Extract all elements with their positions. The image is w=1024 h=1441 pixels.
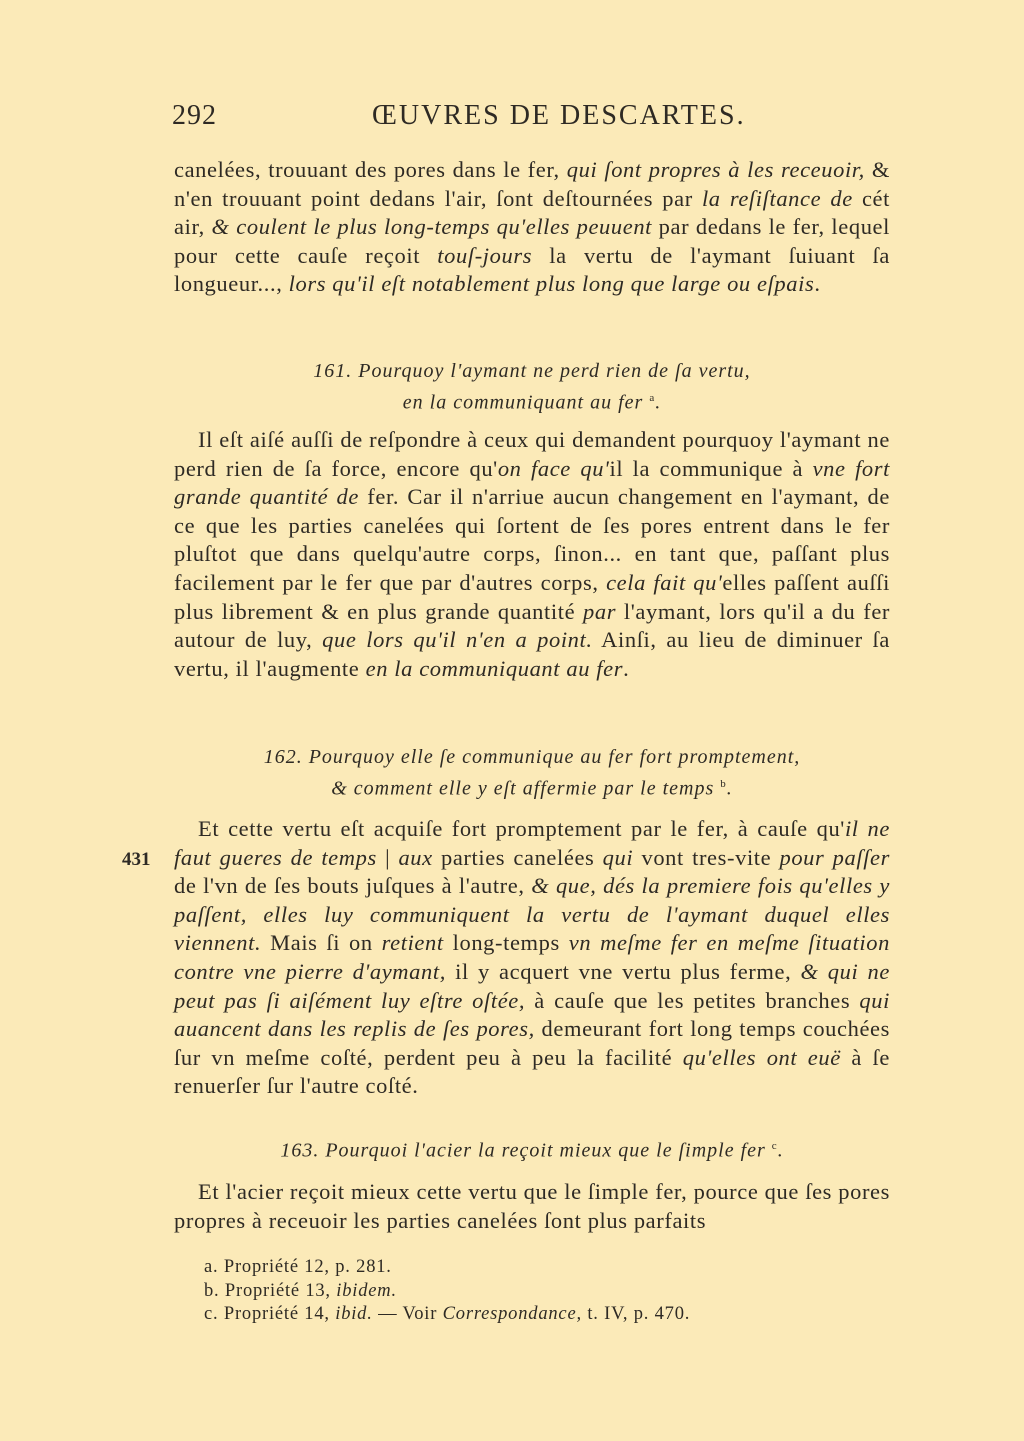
text-run: Ainſi, au lieu de diminuer ſa vertu, il l'augmente <box>174 627 890 681</box>
text-run: Et cette vertu eſt acquiſe fort promptement par le fer, à cauſe qu' <box>198 816 845 841</box>
italic-run: qui ſont propres à les receuoir, <box>566 157 865 182</box>
section-heading-163 <box>174 1133 890 1165</box>
text-run: canelées, trouuant des pores dans le fer, <box>174 157 567 182</box>
text-run: . <box>623 655 630 681</box>
italic-run: pour paſſer <box>779 844 890 870</box>
heading-line: 162. Pourquoy elle ſe communique au fer fort promptement, <box>263 746 801 768</box>
footnotes <box>204 1256 884 1327</box>
text-run: il la communique à <box>609 455 813 481</box>
text-run: il y acquert vne vertu plus ferme, <box>445 958 801 984</box>
text-run: de l'vn de ſes bouts juſques à l'autre, <box>174 873 532 899</box>
text-run: long-temps <box>443 930 569 956</box>
italic-run: que lors qu'il n'en a point. <box>322 627 593 653</box>
heading-text: . <box>777 1139 784 1162</box>
footnote-marker: a <box>649 392 656 404</box>
text-run: Mais ſi on <box>261 930 382 956</box>
paragraph-161 <box>174 426 890 683</box>
heading-text: . <box>726 777 733 800</box>
text-run: Et l'acier reçoit mieux cette vertu que le ſimple fer, pource que ſes pores propres à receuoir les parties canelées ſont plus parfaits <box>174 1179 890 1233</box>
text-run: l'aymant, lors qu'il a du fer autour de luy, <box>174 598 890 653</box>
footnote-text: c. Propriété 14, <box>204 1304 336 1324</box>
footnote-italic: Correspondance, <box>442 1304 582 1324</box>
text-run: Il eſt aiſé auſſi de reſpondre à ceux qui demandent pourquoy l'aymant ne perd rien de ſa force, encore qu' <box>174 427 890 481</box>
heading-line <box>174 385 890 417</box>
italic-run: il ne faut gueres de temps <box>174 816 890 870</box>
heading-text: 163. Pourquoi l'acier la reçoit mieux que le ſimple fer <box>280 1139 766 1162</box>
footnote-marker: c <box>771 1140 778 1152</box>
text-run: demeurant fort long temps couchées ſur vn meſme coſté, perdent peu à peu la facilité <box>174 1016 891 1070</box>
text-run: à ſe renuerſer ſur l'autre coſté. <box>174 1044 890 1099</box>
section-heading-161 <box>174 358 890 417</box>
heading-text: & comment elle y eſt affermie par le temps <box>331 777 715 800</box>
italic-run: vne fort grande quantité de <box>174 455 890 510</box>
paragraph-162 <box>174 815 890 1101</box>
running-header <box>172 100 892 136</box>
paragraph-163 <box>174 1178 890 1235</box>
heading-line <box>174 771 890 803</box>
text-run: elles paſſent auſſi plus librement & en plus grande quantité <box>174 569 890 624</box>
italic-run: vn meſme fer en meſme ſituation contre vne pierre d'aymant, <box>174 930 890 984</box>
text-run: vont tres-vite <box>633 844 780 870</box>
footnote-text: — Voir <box>372 1304 443 1324</box>
text-run: à cauſe que les petites branches <box>525 987 860 1013</box>
running-title: ŒUVRES DE DESCARTES. <box>372 100 746 131</box>
italic-run: on face qu' <box>497 455 610 481</box>
italic-run: qui <box>602 844 634 870</box>
italic-run: qu'elles ont euë <box>682 1044 841 1070</box>
heading-line <box>174 1133 890 1165</box>
footnote-text: t. IV, p. 470. <box>581 1304 691 1324</box>
heading-text: en la communiquant au fer <box>402 391 644 414</box>
italic-run: par <box>583 598 617 624</box>
footnote-text: b. Propriété 13, <box>204 1280 337 1301</box>
text-run: . <box>814 271 821 297</box>
heading-text: . <box>655 391 662 414</box>
text-run: | <box>376 844 399 870</box>
text-run: parties canelées <box>432 844 603 870</box>
text-run: fer. Car il n'arriue aucun changement en l'aymant, de ce que les parties canelées qui ſortent de ſes pores entrent dans le fer pluſtot que dans quelqu'autre corps, ſinon... en tant que, paſſant plus facilement par le fer que par d'autres corps, <box>174 484 890 595</box>
paragraph-continued <box>174 156 890 299</box>
italic-run: la reſiſtance de <box>701 185 853 211</box>
italic-run: & que, dés la premiere fois qu'elles y paſſent, elles luy communiquent la vertu de l'aymant duquel elles viennent. <box>174 873 890 956</box>
page-number: 292 <box>172 100 217 131</box>
italic-run: retient <box>381 930 444 956</box>
footnote-marker: b <box>720 778 727 790</box>
text-run: par dedans le fer, lequel pour cette cauſe reçoit <box>174 214 890 268</box>
margin-page-number: 431 <box>122 849 151 870</box>
italic-run: en la communiquant au fer <box>365 655 624 681</box>
italic-run: qui auancent dans les replis de ſes pores, <box>174 987 890 1042</box>
footnote-italic: ibid. <box>335 1304 373 1324</box>
heading-line: 161. Pourquoy l'aymant ne perd rien de ſa vertu, <box>313 360 751 382</box>
section-heading-162 <box>174 744 890 803</box>
text-run: cét air, <box>174 185 890 240</box>
italic-run: lors qu'il eſt notablement plus long que large ou eſpais <box>288 271 815 297</box>
text-run: la vertu de l'aymant ſuiuant ſa longueur..., <box>174 242 890 297</box>
italic-run: aux <box>398 844 433 870</box>
italic-run: touſ-jours <box>437 242 533 268</box>
italic-run: cela fait qu' <box>606 569 723 595</box>
footnote-c <box>204 1303 884 1327</box>
italic-run: & coulent le plus long-temps qu'elles peuuent <box>211 214 653 240</box>
footnote-b <box>204 1280 884 1304</box>
footnote-a: a. Propriété 12, p. 281. <box>204 1257 392 1277</box>
text-run: & n'en trouuant point dedans l'air, ſont deſtournées par <box>174 157 891 211</box>
footnote-italic: ibidem. <box>336 1280 397 1301</box>
italic-run: & qui ne peut pas ſi aiſément luy eſtre oſtée, <box>174 958 890 1013</box>
